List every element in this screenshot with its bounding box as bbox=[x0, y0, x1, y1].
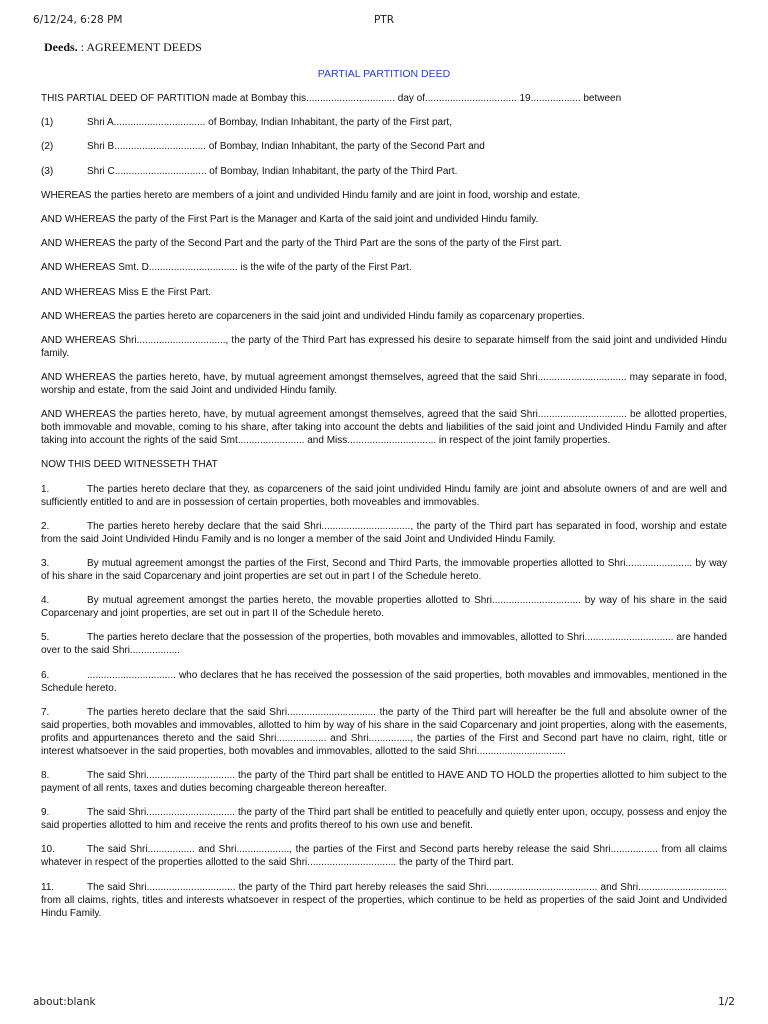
clause-paragraph bbox=[41, 669, 727, 695]
recital-paragraph: AND WHEREAS Miss E the First Part. bbox=[41, 286, 212, 298]
clause-text: The said Shri................. and Shri..................., the parties of the First and Second parts hereby release the said Shri................. from all claims whatever in respect of the properties allotted to the said Shri................................ the party of the Third part. bbox=[41, 844, 727, 869]
print-url: about:blank bbox=[33, 996, 96, 1008]
recital-paragraph: AND WHEREAS the parties hereto, have, by mutual agreement amongst themselves, agreed that the said Shri................................ may separate in food, worship and estate, from the said Joint and undivided Hindu family. bbox=[41, 372, 727, 397]
recital-paragraph: AND WHEREAS the party of the Second Part and the party of the Third Part are the sons of the party of the First part. bbox=[41, 238, 562, 250]
clause-paragraph bbox=[41, 843, 727, 869]
clause-text: The said Shri................................ the party of the Third part hereby releases the said Shri........................................ and Shri................................ from all claims, rights, titles and interests whatsoever in respect of the properties, which continue to be held as properties of the said Joint and Undivided Hindu Family. bbox=[41, 881, 727, 919]
page-number: 1/2 bbox=[718, 996, 735, 1008]
party-number: (3) bbox=[41, 165, 54, 177]
clause-number: 8. bbox=[41, 769, 50, 781]
clause-number: 2. bbox=[41, 520, 50, 532]
recital-paragraph: AND WHEREAS the parties hereto are coparceners in the said joint and undivided Hindu family as coparcenary properties. bbox=[41, 310, 585, 322]
recital-paragraph: AND WHEREAS the parties hereto, have, by mutual agreement amongst themselves, agreed that the said Shri................................ be allotted properties, both immovable and movable, coming to his share, after taking into account the debts and liabilities of the said joint and Undivided Hindu Family and after taking into account the rights of the said Smt........................ and Miss................................ in respect of the joint family properties. bbox=[41, 409, 727, 447]
party-item bbox=[41, 165, 727, 178]
clause-paragraph bbox=[41, 631, 727, 657]
party-item bbox=[41, 116, 727, 129]
clause-number: 10. bbox=[41, 844, 55, 856]
party-number: (1) bbox=[41, 117, 54, 129]
clause-number: 1. bbox=[41, 483, 50, 495]
party-text: Shri B................................. of Bombay, Indian Inhabitant, the party of the Second Part and bbox=[87, 141, 485, 153]
clause-number: 4. bbox=[41, 595, 50, 607]
clause-number: 3. bbox=[41, 558, 50, 569]
clause-number: 9. bbox=[41, 807, 50, 819]
deed-body bbox=[41, 92, 727, 931]
print-title: PTR bbox=[373, 14, 395, 26]
clause-paragraph bbox=[41, 520, 727, 546]
party-item bbox=[41, 140, 727, 153]
clause-paragraph bbox=[41, 594, 727, 620]
recital-paragraph: WHEREAS the parties hereto are members of a joint and undivided Hindu family and are joint in food, worship and estate. bbox=[41, 189, 581, 201]
clause-paragraph bbox=[41, 706, 727, 758]
clause-number: 7. bbox=[41, 706, 50, 718]
clause-paragraph bbox=[41, 483, 727, 509]
clause-text: The said Shri................................ the party of the Third part shall be entitled to HAVE AND TO HOLD the properties allotted to him subject to the payment of all rents, taxes and duties becoming chargeable thereon hereafter. bbox=[41, 769, 727, 794]
breadcrumb-category[interactable]: Deeds. bbox=[44, 40, 78, 54]
recital-paragraph: AND WHEREAS Smt. D................................ is the wife of the party of the First Part. bbox=[41, 262, 412, 274]
party-number: (2) bbox=[41, 141, 54, 153]
recital-paragraph: AND WHEREAS the party of the First Part is the Manager and Karta of the said joint and undivided Hindu family. bbox=[41, 213, 539, 225]
clause-paragraph bbox=[41, 557, 727, 583]
witnesseth-heading: NOW THIS DEED WITNESSETH THAT bbox=[41, 459, 218, 471]
party-text: Shri A................................. of Bombay, Indian Inhabitant, the party of the First part, bbox=[87, 117, 452, 129]
clause-text: ................................ who declares that he has received the possession of the said properties, both movables and immovables, mentioned in the Schedule hereto. bbox=[41, 669, 727, 694]
clause-text: The said Shri................................ the party of the Third part shall be entitled to peacefully and quietly enter upon, occupy, possess and enjoy the said properties allotted to him and receive the rents and profits thereof to his own use and benefit. bbox=[41, 807, 727, 832]
clause-text: By mutual agreement amongst the parties hereto, the movable properties allotted to Shri................................ by way of his share in the said Coparcenary and joint properties, are set out in part II of the Schedule hereto. bbox=[41, 595, 727, 620]
clause-paragraph bbox=[41, 806, 727, 832]
clause-text: The parties hereto declare that the possession of the properties, both movables and immovables, allotted to Shri................................ are handed over to the said Shri.................. bbox=[41, 632, 727, 657]
breadcrumb bbox=[44, 40, 202, 55]
clause-text: The parties hereto declare that they, as coparceners of the said joint undivided Hindu family are joint and absolute owners of and are well and sufficiently entitled to and are in possession of certain properties, both moveables and immovables. bbox=[41, 483, 727, 508]
clause-paragraph bbox=[41, 881, 727, 920]
party-text: Shri C................................. of Bombay, Indian Inhabitant, the party of the Third Part. bbox=[87, 165, 458, 177]
print-date: 6/12/24, 6:28 PM bbox=[33, 14, 123, 26]
breadcrumb-section: : AGREEMENT DEEDS bbox=[77, 40, 202, 54]
clause-number: 5. bbox=[41, 632, 50, 644]
clause-text: The parties hereto declare that the said Shri................................ the party of the Third part will hereafter be the full and absolute owner of the said properties, both movables and immovables, allotted to him by way of his share in the said Coparcenary and joint properties, along with the easements, profits and appurtenances thereto and the said Shri.................. and Shri..............., the parties of the First and Second part have no claim, right, title or interest whatsoever in the said properties, both movables and immovables, allotted to the said Shri................................ bbox=[41, 706, 727, 757]
clause-paragraph bbox=[41, 769, 727, 795]
clause-number: 11. bbox=[41, 881, 55, 893]
recital-paragraph: AND WHEREAS Shri................................, the party of the Third Part has expressed his desire to separate himself from the said joint and undivided Hindu family. bbox=[41, 334, 727, 359]
intro-paragraph: THIS PARTIAL DEED OF PARTITION made at Bombay this................................ day of................................. 19.................. between bbox=[41, 93, 622, 104]
clause-text: By mutual agreement amongst the parties of the First, Second and Third Parts, the immovable properties allotted to Shri........................ by way of his share in the said Coparcenary and joint properties are set out in part I of the Schedule hereto. bbox=[41, 558, 727, 582]
document-title: PARTIAL PARTITION DEED bbox=[317, 68, 451, 80]
clause-text: The parties hereto hereby declare that the said Shri................................, the party of the Third part has separated in food, worship and estate from the said Joint Undivided Hindu Family and is no longer a member of the said Joint and Undivided Hindu Family. bbox=[41, 520, 727, 545]
clause-number: 6. bbox=[41, 669, 50, 681]
